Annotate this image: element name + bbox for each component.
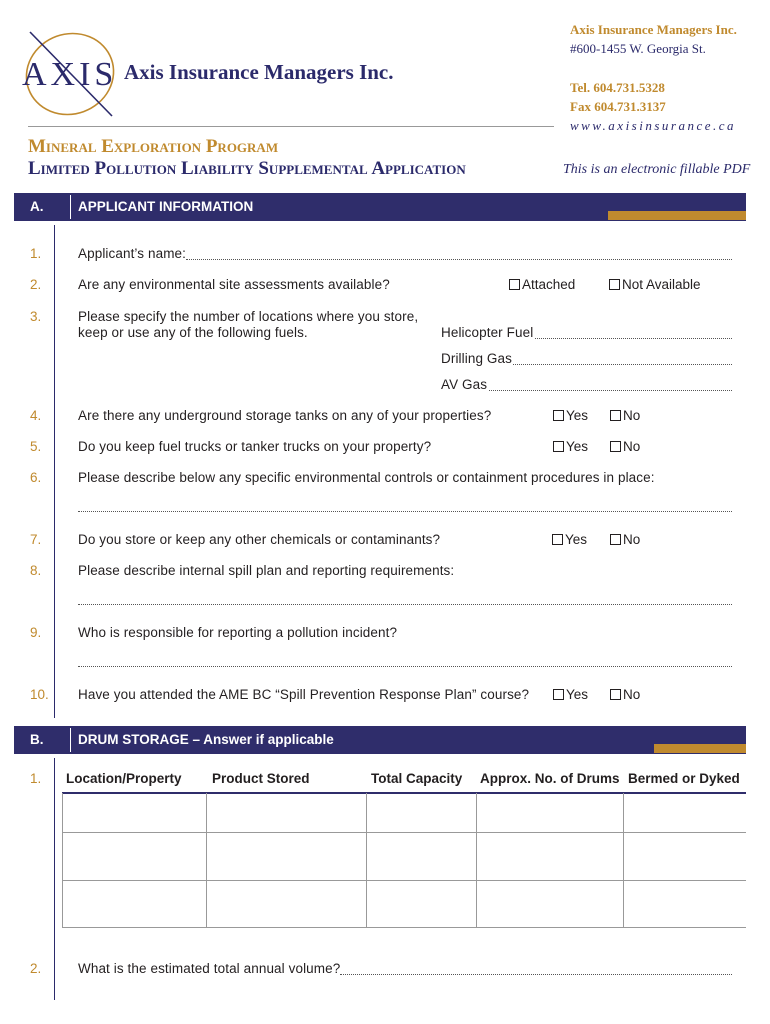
q7-yes-option[interactable]: [552, 532, 587, 547]
q8-number: 8.: [30, 563, 42, 578]
q5-yes-option[interactable]: [553, 439, 588, 454]
q4-text: Are there any underground storage tanks on any of your properties?: [78, 408, 492, 423]
col-location: Location/Property: [66, 771, 182, 786]
q1-text: Applicant’s name:: [78, 246, 187, 261]
col-drums: Approx. No. of Drums: [480, 771, 620, 786]
q5-no-label: No: [623, 439, 641, 454]
form-title: Limited Pollution Liability Supplemental Application: [28, 158, 466, 179]
col-product: Product Stored: [212, 771, 310, 786]
telephone: Tel. 604.731.5328: [570, 80, 665, 95]
section-a-letter: A.: [30, 199, 44, 214]
q7-number: 7.: [30, 532, 42, 547]
checkbox-icon[interactable]: [509, 279, 520, 290]
annual-volume-field[interactable]: [340, 974, 732, 975]
section-b-header: [14, 726, 746, 754]
q5-number: 5.: [30, 439, 42, 454]
company-name: Axis Insurance Managers Inc.: [124, 60, 394, 84]
q8-text: Please describe internal spill plan and reporting requirements:: [78, 563, 455, 578]
fillable-note: This is an electronic fillable PDF: [563, 162, 751, 177]
fuel-avgas-label: AV Gas: [441, 377, 488, 392]
address-name: Axis Insurance Managers Inc.: [570, 22, 737, 37]
q4-no-option[interactable]: [610, 408, 640, 423]
q2-not-available-option[interactable]: [609, 277, 701, 292]
b-q1-number: 1.: [30, 771, 42, 786]
q5-no-option[interactable]: [610, 439, 640, 454]
table-row-line: [62, 927, 746, 928]
col-bermed: Bermed or Dyked: [628, 771, 740, 786]
col-capacity: Total Capacity: [371, 771, 463, 786]
program-title: Mineral Exploration Program: [28, 136, 279, 157]
section-b-separator: [70, 728, 71, 752]
fuel-drilling-label: Drilling Gas: [441, 351, 512, 366]
table-row[interactable]: [63, 833, 745, 879]
q6-number: 6.: [30, 470, 42, 485]
q2-text: Are any environmental site assessments available?: [78, 277, 390, 292]
checkbox-icon[interactable]: [610, 441, 621, 452]
q7-no-option[interactable]: [610, 532, 640, 547]
q4-yes-option[interactable]: [553, 408, 588, 423]
header-divider: [28, 126, 554, 127]
q9-text: Who is responsible for reporting a pollution incident?: [78, 625, 398, 640]
q10-text: Have you attended the AME BC “Spill Prevention Response Plan” course?: [78, 687, 530, 702]
q1-number: 1.: [30, 246, 42, 261]
b-q2-number: 2.: [30, 961, 42, 976]
checkbox-icon[interactable]: [610, 689, 621, 700]
checkbox-icon[interactable]: [553, 441, 564, 452]
section-b-letter: B.: [30, 732, 44, 747]
b-q2-text: What is the estimated total annual volume?: [78, 961, 341, 976]
fuel-helicopter-field[interactable]: [535, 338, 732, 339]
q6-text: Please describe below any specific environmental controls or containment procedures in place:: [78, 470, 655, 485]
checkbox-icon[interactable]: [609, 279, 620, 290]
q3-text-line2: keep or use any of the following fuels.: [78, 325, 308, 340]
section-a-accent: [608, 211, 746, 220]
q7-text: Do you store or keep any other chemicals or contaminants?: [78, 532, 441, 547]
fuel-drilling-field[interactable]: [513, 364, 732, 365]
fuel-avgas-field[interactable]: [489, 390, 732, 391]
section-b-title: DRUM STORAGE – Answer if applicable: [78, 732, 334, 747]
checkbox-icon[interactable]: [610, 534, 621, 545]
q10-yes-label: Yes: [566, 687, 589, 702]
checkbox-icon[interactable]: [553, 689, 564, 700]
q10-no-label: No: [623, 687, 641, 702]
section-a-separator: [70, 195, 71, 219]
q4-no-label: No: [623, 408, 641, 423]
applicant-name-field[interactable]: [186, 259, 732, 260]
q7-yes-label: Yes: [565, 532, 588, 547]
q2-attached-label: Attached: [522, 277, 576, 292]
checkbox-icon[interactable]: [553, 410, 564, 421]
axis-logo: [20, 28, 116, 120]
website[interactable]: www.axisinsurance.ca: [570, 118, 737, 133]
q9-number: 9.: [30, 625, 42, 640]
q8-answer-field[interactable]: [78, 604, 732, 605]
q4-number: 4.: [30, 408, 42, 423]
q2-attached-option[interactable]: [509, 277, 575, 292]
logo-text: AXIS: [22, 56, 118, 93]
table-row[interactable]: [63, 794, 745, 831]
fax: Fax 604.731.3137: [570, 99, 666, 114]
table-row[interactable]: [63, 881, 745, 926]
section-b-accent: [654, 744, 746, 753]
q2-not-available-label: Not Available: [622, 277, 701, 292]
q6-answer-field[interactable]: [78, 511, 732, 512]
q5-text: Do you keep fuel trucks or tanker trucks on your property?: [78, 439, 432, 454]
address-line: #600-1455 W. Georgia St.: [570, 41, 706, 56]
q10-no-option[interactable]: [610, 687, 640, 702]
q10-yes-option[interactable]: [553, 687, 588, 702]
q9-answer-field[interactable]: [78, 666, 732, 667]
q4-yes-label: Yes: [566, 408, 589, 423]
fuel-helicopter-label: Helicopter Fuel: [441, 325, 534, 340]
q10-number: 10.: [30, 687, 49, 702]
q3-number: 3.: [30, 309, 42, 324]
checkbox-icon[interactable]: [610, 410, 621, 421]
section-a-title: APPLICANT INFORMATION: [78, 199, 254, 214]
q3-text-line1: Please specify the number of locations where you store,: [78, 309, 419, 324]
q7-no-label: No: [623, 532, 641, 547]
q2-number: 2.: [30, 277, 42, 292]
q5-yes-label: Yes: [566, 439, 589, 454]
checkbox-icon[interactable]: [552, 534, 563, 545]
